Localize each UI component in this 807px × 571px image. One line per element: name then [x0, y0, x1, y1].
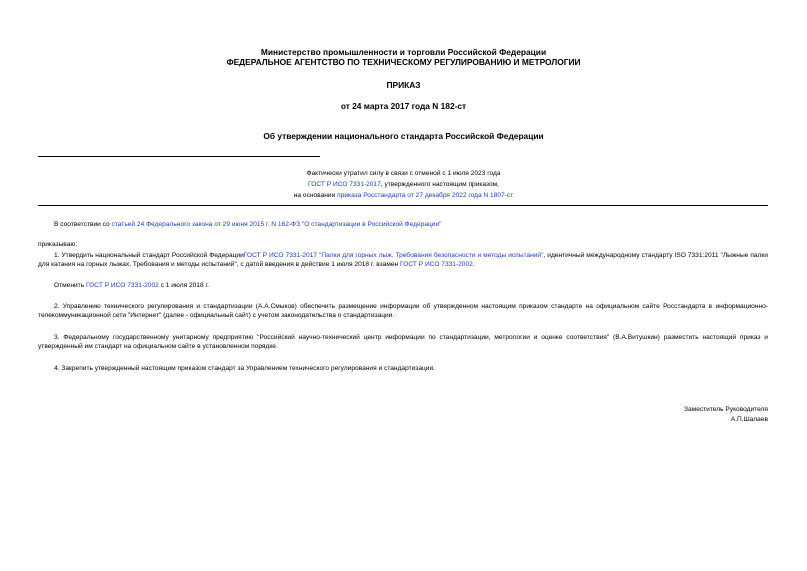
federal-law-link[interactable]: статьей 24 Федерального закона от 29 июня 2015 г. N 162-ФЗ "О стандартизации в Российской Федерации"	[111, 221, 442, 228]
order-word: приказываю:	[38, 241, 78, 248]
cancel-paragraph	[38, 281, 768, 290]
agency-name: ФЕДЕРАЛЬНОЕ АГЕНТСТВО ПО ТЕХНИЧЕСКОМУ РЕГУЛИРОВАНИЮ И МЕТРОЛОГИИ	[226, 57, 581, 67]
status-line-2-text: , утвержденного настоящим приказом,	[380, 181, 499, 188]
doc-type: ПРИКАЗ	[386, 80, 421, 90]
status-order-link[interactable]: приказа Росстандарта от 27 декабря 2022 года N 1807-ст	[337, 192, 514, 199]
intro-paragraph	[38, 220, 768, 229]
cancel-standard-link[interactable]: ГОСТ Р ИСО 7331-2002	[85, 282, 159, 289]
status-line-3-text: на основании	[293, 192, 338, 199]
old-standard-link[interactable]: ГОСТ Р ИСО 7331-2002	[400, 261, 473, 269]
status-line-1: Фактически утратил силу в связи с отменой с 1 июля 2023 года	[306, 170, 501, 177]
status-line-2	[0, 180, 807, 189]
new-standard-link[interactable]: ГОСТ Р ИСО 7331-2017 "Палки для горных лыж. Требования безопасности и методы испытаний"	[243, 252, 544, 259]
ministry-name: Министерство промышленности и торговли Российской Федерации	[260, 47, 547, 57]
intro-text: В соответствии со	[54, 221, 112, 228]
paragraph-4: 4. Закрепить утвержденный настоящим приказом стандарт за Управлением технического регулирования и стандартизации.	[54, 365, 435, 372]
paragraph-1-end: .	[472, 261, 475, 269]
paragraph-1-middle: , идентичный международному стандарту ISO 7331:2011 "Лыжные палки для катания на горных лыжах. Требования и методы испытаний", с датой введения в действие 1 июля 2018 г. взамен	[38, 252, 768, 269]
paragraph-1	[38, 251, 768, 270]
doc-date-number: от 24 марта 2017 года N 182-ст	[340, 101, 467, 111]
paragraph-3: 3. Федеральному государственному унитарному предприятию "Российский научно-технический центр информации по стандартизации, метрологии и оценке соответствия" (В.А.Витушкин) разместить настоящий приказ и утвержденный им стандарт на официальном сайте в установленном порядке.	[38, 334, 768, 351]
short-divider	[38, 156, 320, 157]
paragraph-1-start: 1. Утвердить национальный стандарт Российской Федерации	[54, 252, 244, 259]
signatory-name: А.П.Шалаев	[730, 416, 768, 423]
full-divider	[38, 205, 768, 206]
doc-title: Об утверждении национального стандарта Российской Федерации	[263, 131, 544, 141]
status-line-3	[0, 191, 807, 200]
status-standard-link[interactable]: ГОСТ Р ИСО 7331-2017	[308, 181, 381, 188]
paragraph-2: 2. Управлению технического регулирования и стандартизации (А.А.Смыков) обеспечить размещение информации об утвержденном настоящим приказом стандарте на официальном сайте Росстандарта в информационно-телекоммуникационной сети "Интернет" (далее - официальный сайт) с учетом законодательства о стандартизации.	[38, 303, 768, 320]
cancel-text-end: с 1 июля 2018 г.	[158, 282, 209, 289]
cancel-text: Отменить	[54, 282, 86, 289]
signatory-position: Заместитель Руководителя	[684, 406, 768, 413]
